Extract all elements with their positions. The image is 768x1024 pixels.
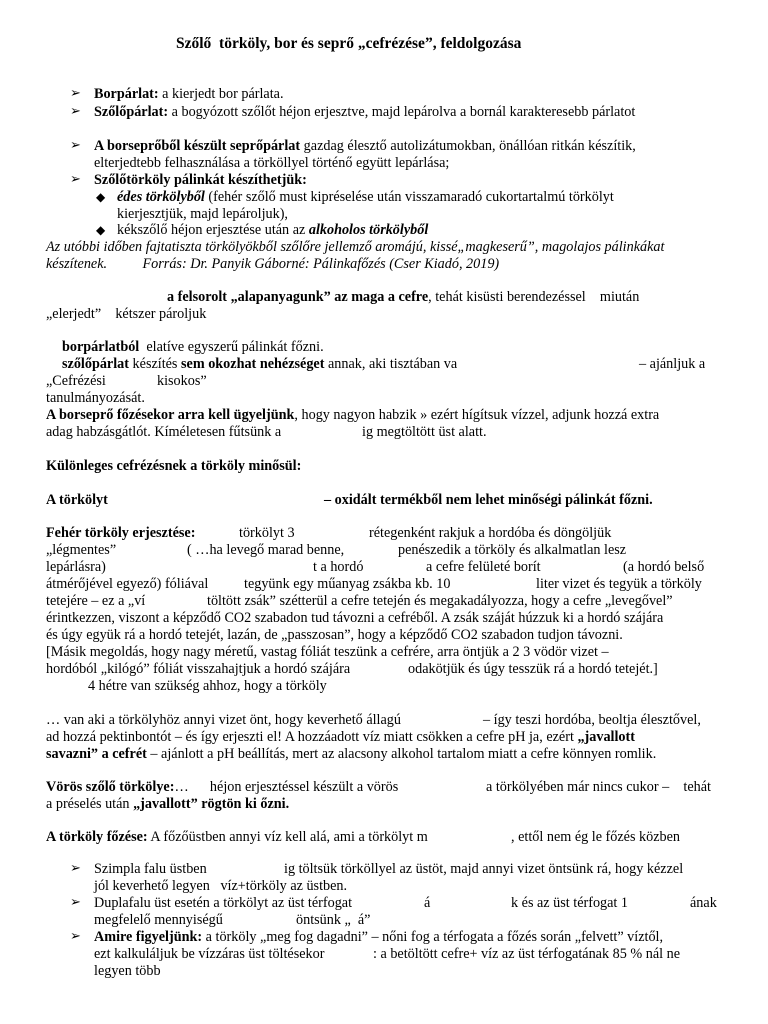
para-text: annak, aki tisztában va [324, 356, 458, 372]
para-text: készítés [129, 356, 182, 372]
arrow-bullet-icon: ➢ [70, 929, 81, 944]
arrow-bullet-icon: ➢ [70, 86, 81, 101]
fozes-l1b: , ettől nem ég le főzés közben [511, 829, 681, 845]
para-seprő-fozes-l2a: adag habzásgátlót. Kíméletesen fűtsünk a [46, 424, 282, 440]
para-text: elatíve egyszerű pálinkát főzni. [139, 339, 324, 355]
b2-l2b: öntsünk „ á” [296, 912, 371, 928]
quote-line2: készítenek. Forrás: Dr. Panyik Gáborné: Pálinkafőzés (Cser Kiadó, 2019) [46, 256, 500, 272]
vizet-l3 [46, 746, 656, 763]
arrow-bullet-icon: ➢ [70, 895, 81, 910]
diamond-bullet-icon: ◆ [96, 223, 106, 237]
vizet-bold: „javallott [577, 729, 635, 745]
voros-bold: „javallott” rögtön ki őzni. [133, 796, 290, 812]
page-title: Szőlő törköly, bor és seprő „cefrézése”, feldolgozása [176, 35, 522, 52]
b1-l1b: ig töltsük törköllyel az üstöt, majd annyi vizet öntsünk rá, hogy kézzel [284, 861, 684, 877]
arrow-bullet-icon: ➢ [70, 138, 81, 153]
para-szoloparlat [62, 356, 457, 373]
cefrezesi-link-b: kisokos” [157, 373, 207, 389]
sub-term: alkoholos törkölyből [308, 222, 429, 238]
b3-text: a törköly „meg fog dagadni” – nőni fog a térfogata a főzés során „felvett” víztől, [202, 929, 664, 945]
seprő-paragraph [94, 138, 636, 155]
voros-l1b: a törkölyében már nincs cukor – tehát [486, 779, 711, 795]
torkoly-palinka-heading: Szőlőtörköly pálinkát készíthetjük: [94, 172, 307, 188]
para-szoloparlat-end: – ajánljuk a [639, 356, 706, 372]
feher-l6: érintkezzen, viszont a képződő CO2 szabadon tud távozni a cefréből. A zsák száját húzzuk ki a hordó szájára [46, 610, 664, 626]
vizet-l1a: … van aki a törkölyhöz annyi vizet önt, hogy keverhető állagú [46, 712, 401, 728]
seprő-term: A borseprőből készült seprőpárlat [94, 138, 301, 154]
arrow-bullet-icon: ➢ [70, 861, 81, 876]
arrow-bullet-icon: ➢ [70, 172, 81, 187]
b3-l2a: ezt kalkuláljuk be vízzáras üst töltésekor [94, 946, 325, 962]
vizet-l2 [46, 729, 635, 746]
def-text: a bogyózott szőlőt héjon erjesztve, majd lepárolva a bornál karakteresebb párlatot [168, 104, 636, 120]
b3-l3: legyen több [94, 963, 161, 979]
para-seprő-fozes-l2b: ig megtöltött üst alatt. [362, 424, 487, 440]
def-borparlat [94, 86, 284, 103]
feher-l10: 4 hétre van szükség ahhoz, hogy a törköly [88, 678, 327, 694]
para-bold: A borseprő főzésekor arra kell ügyeljünk [46, 407, 295, 423]
def-term: Szőlőpárlat: [94, 104, 169, 120]
feher-l5b: töltött zsák” szétterül a cefre tetején és megakadályozza, hogy a cefre „levegővel” [207, 593, 673, 609]
vizet-text: – ajánlott a pH beállítás, mert az alacsony alkohol tartalom miatt a cefre könnyen romlik. [146, 746, 657, 762]
feher-l1a: törkölyt 3 [239, 525, 295, 541]
def-term: Borpárlat: [94, 86, 159, 102]
sub-term: édes törkölyből [117, 189, 205, 205]
arrow-bullet-icon: ➢ [70, 104, 81, 119]
sub-item-edes [117, 189, 614, 206]
para-text: , hogy nagyon habzik » ezért hígítsuk vízzel, adjunk hozzá extra [294, 407, 660, 423]
voros-text: … héjon erjesztéssel készült a vörös [174, 779, 399, 795]
feher-l7: és úgy együk rá a hordó tetejét, lazán, de „passzosan”, hogy a képződő CO2 szabadon tudjon távozni. [46, 627, 623, 643]
feher-l5a: tetejére – ez a „ví [46, 593, 146, 609]
feher-l4b: tegyünk egy műanyag zsákba kb. 10 [244, 576, 451, 592]
sub-item-kekszolo [117, 222, 428, 239]
feher-l3a: lepárlásra) [46, 559, 106, 575]
seprő-line2: elterjedtebb felhasználása a törköllyel történő együtt lepárlása; [94, 155, 450, 171]
fozes-l1 [46, 829, 428, 846]
voros-l1 [46, 779, 398, 796]
vizet-text: ad hozzá pektinbontót – és így erjeszti el! A hozzáadott víz miatt csökken a cefre pH ja, ezért [46, 729, 578, 745]
b3-bold: Amire figyeljünk: [94, 929, 203, 945]
section-heading: Különleges cefrézésnek a törköly minősül: [46, 458, 302, 474]
feher-l2a: „légmentes” [46, 542, 117, 558]
para-bold: szőlőpárlat [62, 356, 129, 372]
b2-l1a: Duplafalu üst esetén a törkölyt az üst térfogat [94, 895, 353, 911]
cefrezesi-link-a: „Cefrézési [46, 373, 106, 389]
b3-l1 [94, 929, 663, 946]
feher-l9b: odakötjük és úgy tesszük rá a hordó tetejét.] [408, 661, 658, 677]
seprő-text: gazdag élesztő autolizátumokban, önállóan ritkán készítik, [300, 138, 636, 154]
def-text: a kierjedt bor párlata. [158, 86, 284, 102]
feher-l4a: átmérőjével egyező) fóliával [46, 576, 209, 592]
feher-l2c: penészedik a törköly és alkalmatlan lesz [398, 542, 627, 558]
b2-l2a: megfelelő mennyiségű [94, 912, 223, 928]
para-bold: borpárlatból [62, 339, 140, 355]
feher-l2b: ( …ha levegő marad benne, [187, 542, 345, 558]
b1-l1a: Szimpla falu üstben [94, 861, 207, 877]
para-alapanyag [167, 289, 639, 306]
def-szoloparlat [94, 104, 635, 121]
voros-l2 [46, 796, 289, 813]
b2-l1b: á [424, 895, 431, 911]
vizet-l1b: – így teszi hordóba, beoltja élesztővel, [483, 712, 701, 728]
para-alapanyag-line2: „elerjedt” kétszer pároljuk [46, 306, 207, 322]
oxid-a: A törkölyt [46, 492, 108, 508]
voros-text: a préselés után [46, 796, 134, 812]
feher-heading: Fehér törköly erjesztése: [46, 525, 196, 541]
feher-l3b: t a hordó [313, 559, 364, 575]
para-bold: sem okozhat nehézséget [181, 356, 325, 372]
feher-l3c: a cefre felületé borít [426, 559, 541, 575]
b2-l1d: ának [690, 895, 717, 911]
feher-l9a: hordóból „kilógó” fóliát visszahajtjuk a hordó szájára [46, 661, 351, 677]
feher-l4c: liter vizet és tegyük a törköly [536, 576, 702, 592]
b1-l2: jól keverhető legyen víz+törköly az üstben. [94, 878, 348, 894]
fozes-bold: A törköly főzése: [46, 829, 148, 845]
oxid-b: – oxidált termékből nem lehet minőségi pálinkát főzni. [324, 492, 653, 508]
para-szoloparlat-line3: tanulmányozását. [46, 390, 145, 406]
sub-item-edes-line2: kierjesztjük, majd lepároljuk), [117, 206, 288, 222]
fozes-text: A főzőüstben annyi víz kell alá, ami a törkölyt m [147, 829, 428, 845]
sub-text: kékszőlő héjon erjesztése után az [117, 222, 309, 238]
para-borparlat [62, 339, 324, 356]
diamond-bullet-icon: ◆ [96, 190, 106, 204]
sub-text: (fehér szőlő must kipréselése után visszamaradó cukortartalmú törkölyt [204, 189, 614, 205]
feher-l1b: rétegenként rakjuk a hordóba és döngöljük [369, 525, 612, 541]
para-seprő-fozes [46, 407, 659, 424]
quote-line1: Az utóbbi időben fajtatiszta törkölyökből szőlőre jellemző aromájú, kissé„magkeserű”, magolajos pálinkákat [46, 239, 665, 255]
feher-l8: [Másik megoldás, hogy nagy méretű, vastag fóliát teszünk a cefrére, arra öntjük a 2 3 vödör vizet – [46, 644, 609, 660]
b2-l1c: k és az üst térfogat 1 [511, 895, 629, 911]
para-bold: a felsorolt „alapanyagunk” az maga a cefre [167, 289, 429, 305]
feher-l3d: (a hordó belső [623, 559, 705, 575]
para-text: , tehát kisüsti berendezéssel miután [428, 289, 640, 305]
b3-l2b: : a betöltött cefre+ víz az üst térfogatának 85 % nál ne [373, 946, 680, 962]
voros-bold: Vörös szőlő törkölye: [46, 779, 175, 795]
vizet-bold: savazni” a cefrét [46, 746, 147, 762]
